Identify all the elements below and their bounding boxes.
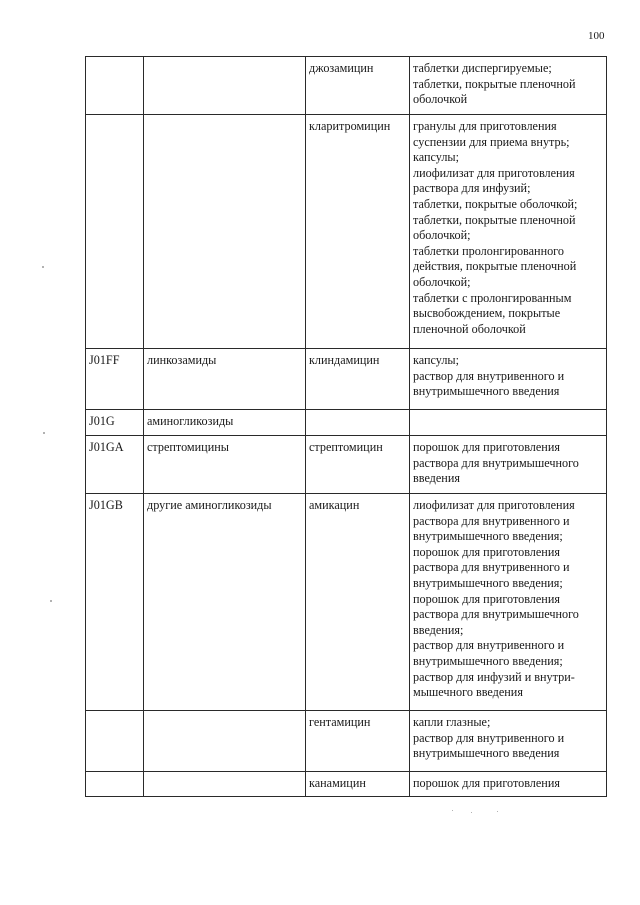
dosage-form-line: таблетки с пролонгированным — [413, 290, 572, 305]
drug-name-cell: клиндамицин — [306, 349, 410, 410]
scan-speck — [452, 810, 453, 811]
dosage-form-line: таблетки, покрытые оболочкой; — [413, 196, 578, 211]
dosage-form-line: лиофилизат для приготовления — [413, 498, 575, 512]
scan-speck — [471, 812, 472, 813]
page-number: 100 — [588, 30, 605, 42]
dosage-form-line: раствора для внутримышечного — [413, 455, 579, 470]
dosage-form-line: раствора для внутримышечного — [413, 607, 579, 622]
dosage-form-line: лиофилизат для приготовления — [413, 165, 575, 180]
atc-code-cell: J01G — [86, 410, 144, 436]
dosage-form-line: раствора для внутривенного и — [413, 513, 570, 528]
scan-speck — [497, 811, 498, 812]
table-row — [86, 349, 607, 410]
dosage-form-line: действия, покрытые пленочной — [413, 259, 577, 274]
dosage-form-line: порошок для приготовления — [413, 776, 560, 790]
drug-name-cell: гентамицин — [306, 711, 410, 772]
dosage-form-line: капли глазные; — [413, 715, 491, 729]
dosage-forms-cell — [410, 711, 607, 772]
dosage-form-line: раствор для инфузий и внутри- — [413, 669, 575, 684]
dosage-form-line: капсулы; — [413, 150, 459, 165]
dosage-forms-cell — [410, 772, 607, 797]
atc-code-cell — [86, 115, 144, 349]
dosage-form-line: порошок для приготовления — [413, 591, 560, 606]
group-name-cell — [144, 772, 306, 797]
dosage-form-line: раствор для внутривенного и — [413, 368, 565, 383]
dosage-form-line: пленочной оболочкой — [413, 321, 526, 336]
atc-code-cell — [86, 57, 144, 115]
dosage-form-line: таблетки пролонгированного — [413, 243, 564, 258]
scan-speck — [50, 600, 52, 602]
drug-name-cell: кларитромицин — [306, 115, 410, 349]
drug-table — [85, 56, 607, 797]
dosage-form-line: оболочкой; — [413, 228, 471, 243]
dosage-form-line: таблетки диспергируемые; — [413, 61, 552, 75]
dosage-form-line: раствор для внутривенного и — [413, 638, 565, 653]
table-row — [86, 711, 607, 772]
drug-name-cell: стрептомицин — [306, 436, 410, 494]
table-row — [86, 57, 607, 115]
table-row — [86, 494, 607, 711]
dosage-form-line: оболочкой; — [413, 274, 471, 289]
dosage-forms-cell — [410, 410, 607, 436]
table-row — [86, 115, 607, 349]
dosage-form-line: введения — [413, 471, 460, 486]
dosage-form-line: высвобождением, покрытые — [413, 306, 561, 321]
group-name-cell — [144, 57, 306, 115]
group-name-cell: линкозамиды — [144, 349, 306, 410]
dosage-form-line: раствора для внутривенного и — [413, 560, 570, 575]
atc-code-cell — [86, 772, 144, 797]
dosage-form-line: внутримышечного введения; — [413, 653, 563, 668]
dosage-form-line: внутримышечного введения; — [413, 575, 563, 590]
table-row — [86, 772, 607, 797]
dosage-form-line: порошок для приготовления — [413, 440, 560, 454]
table-body — [86, 57, 607, 797]
group-name-cell — [144, 711, 306, 772]
dosage-form-line: раствора для инфузий; — [413, 181, 531, 196]
group-name-cell — [144, 115, 306, 349]
scan-speck — [42, 266, 44, 268]
group-name-cell: другие аминогликозиды — [144, 494, 306, 711]
dosage-form-line: внутримышечного введения; — [413, 529, 563, 544]
dosage-form-line: таблетки, покрытые пленочной — [413, 76, 576, 91]
dosage-forms-cell — [410, 115, 607, 349]
atc-code-cell — [86, 711, 144, 772]
dosage-form-line: таблетки, покрытые пленочной — [413, 212, 576, 227]
dosage-forms-cell — [410, 57, 607, 115]
atc-code-cell: J01GA — [86, 436, 144, 494]
dosage-form-line: капсулы; — [413, 353, 459, 367]
table-row — [86, 436, 607, 494]
group-name-cell: стрептомицины — [144, 436, 306, 494]
atc-code-cell: J01FF — [86, 349, 144, 410]
scan-speck — [43, 432, 45, 434]
dosage-form-line: внутримышечного введения — [413, 384, 560, 399]
dosage-forms-cell — [410, 349, 607, 410]
drug-name-cell: джозамицин — [306, 57, 410, 115]
dosage-form-line: суспензии для приема внутрь; — [413, 134, 570, 149]
drug-name-cell: канамицин — [306, 772, 410, 797]
dosage-form-line: гранулы для приготовления — [413, 119, 557, 133]
dosage-form-line: оболочкой — [413, 92, 468, 107]
atc-code-cell: J01GB — [86, 494, 144, 711]
dosage-form-line: мышечного введения — [413, 685, 523, 700]
table-row — [86, 410, 607, 436]
dosage-form-line: введения; — [413, 622, 464, 637]
drug-name-cell: амикацин — [306, 494, 410, 711]
drug-name-cell — [306, 410, 410, 436]
group-name-cell: аминогликозиды — [144, 410, 306, 436]
dosage-forms-cell — [410, 494, 607, 711]
dosage-form-line: внутримышечного введения — [413, 746, 560, 761]
dosage-form-line: раствор для внутривенного и — [413, 730, 565, 745]
dosage-form-line: порошок для приготовления — [413, 544, 560, 559]
dosage-forms-cell — [410, 436, 607, 494]
